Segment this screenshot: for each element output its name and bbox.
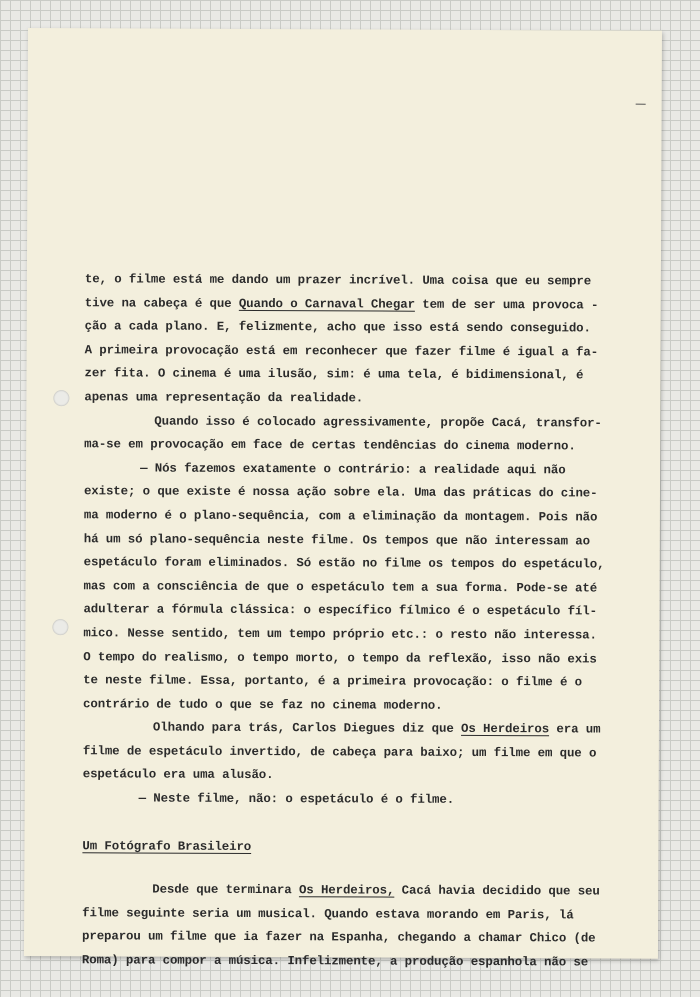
text-segment: Cacá havia decidido que seu	[394, 883, 600, 899]
text-segment: espetáculo foram eliminados. Só estão no filme os tempos do espetáculo,	[83, 555, 605, 572]
typewritten-page	[24, 28, 662, 970]
text-line	[83, 764, 623, 790]
paragraph	[83, 717, 623, 790]
paragraph	[83, 457, 624, 719]
underlined-title: Os Herdeiros	[461, 722, 550, 737]
text-segment: Desde que terminara	[152, 882, 299, 898]
text-line	[83, 717, 623, 743]
text-line	[83, 622, 623, 648]
text-segment: Quando isso é colocado agressivamente, propõe Cacá, transfor-	[154, 414, 602, 431]
text-segment: há um só plano-sequência neste filme. Os tempos que não interessam ao	[83, 531, 590, 548]
text-segment: A primeira provocação está em reconhecer que fazer filme é igual a fa-	[84, 343, 599, 360]
text-line	[85, 292, 625, 318]
text-segment: preparou um filme que ia fazer na Espanha, chegando a chamar Chico (de	[82, 929, 596, 946]
text-segment: existe; o que existe é nossa ação sobre ela. Uma das práticas do cine-	[83, 484, 598, 501]
text-line	[83, 693, 623, 719]
text-segment: Roma) para compor a música. Infelizmente, a produção espanhola não se	[81, 953, 589, 970]
text-segment: adulterar a fórmula clássica: o específico fílmico é o espetáculo fíl-	[83, 602, 597, 619]
text-line	[82, 926, 622, 952]
text-line	[84, 457, 624, 483]
text-line	[84, 433, 624, 459]
text-segment: O tempo do realismo, o tempo morto, o tempo da reflexão, isso não exis	[83, 649, 597, 666]
typed-body-text	[82, 268, 625, 975]
underlined-title: Quando o Carnaval Chegar	[238, 296, 415, 312]
text-segment: tem de ser uma provoca -	[414, 297, 599, 313]
text-line	[82, 878, 622, 904]
paragraph	[83, 787, 623, 813]
text-line	[83, 599, 623, 625]
underlined-title: Os Herdeiros,	[298, 883, 395, 898]
text-line	[82, 902, 622, 928]
text-segment: filme de espetáculo invertido, de cabeça para baixo; um filme em que o	[82, 744, 597, 761]
text-line	[84, 386, 624, 412]
text-line	[82, 835, 622, 861]
text-line	[84, 363, 624, 389]
text-line	[82, 949, 622, 975]
text-segment: — Nós fazemos exatamente o contrário: a realidade aqui não	[140, 461, 566, 478]
section-heading	[82, 835, 622, 861]
paragraph-spacer	[82, 858, 622, 880]
text-line	[83, 740, 623, 766]
text-segment: contrário de tudo o que se faz no cinema moderno.	[83, 696, 443, 713]
underlined-title: Um Fotógrafo Brasileiro	[82, 838, 252, 854]
text-segment: — Neste filme, não: o espetáculo é o filme.	[138, 791, 455, 807]
text-line	[84, 481, 624, 507]
text-segment: Olhando para trás, Carlos Diegues diz que	[152, 720, 462, 737]
text-line	[83, 669, 623, 695]
text-segment: ma-se em provocação em face de certas tendências do cinema moderno.	[84, 437, 576, 454]
text-line	[85, 339, 625, 365]
paragraph-spacer	[82, 811, 622, 837]
text-line	[83, 646, 623, 672]
text-segment: mas com a consciência de que o espetáculo tem a sua forma. Pode-se até	[83, 578, 598, 596]
punch-hole-top	[53, 390, 69, 406]
text-line	[84, 504, 624, 530]
text-segment: te, o filme está me dando um prazer incrível. Uma coisa que eu sempre	[84, 272, 592, 289]
text-line	[84, 551, 624, 577]
paragraph	[82, 878, 622, 975]
text-segment: ção a cada plano. E, felizmente, acho que isso está sendo conseguido.	[84, 319, 591, 336]
text-segment: era um	[549, 722, 601, 737]
text-segment: apenas uma representação da realidade.	[84, 390, 364, 406]
text-segment: tive na cabeça é que	[84, 295, 239, 311]
paragraph	[84, 268, 625, 412]
text-segment: filme seguinte seria um musical. Quando estava morando em Paris, lá	[82, 906, 574, 923]
text-segment: te neste filme. Essa, portanto, é a primeira provocação: o filme é o	[83, 673, 583, 690]
text-segment: mico. Nesse sentido, tem um tempo próprio etc.: o resto não interessa.	[83, 626, 597, 643]
text-line	[84, 575, 624, 601]
text-line	[85, 268, 625, 294]
text-line	[84, 410, 624, 436]
text-line	[84, 528, 624, 554]
text-segment: espetáculo era uma alusão.	[82, 767, 274, 783]
text-line	[83, 787, 623, 813]
text-segment: zer fita. O cinema é uma ilusão, sim: é uma tela, é bidimensional, é	[84, 366, 584, 383]
text-segment: ma moderno é o plano-sequência, com a eliminação da montagem. Pois não	[83, 508, 598, 525]
paragraph	[84, 410, 624, 460]
punch-hole-bottom	[52, 619, 68, 635]
text-line	[85, 315, 625, 341]
margin-tick-mark	[636, 104, 646, 105]
